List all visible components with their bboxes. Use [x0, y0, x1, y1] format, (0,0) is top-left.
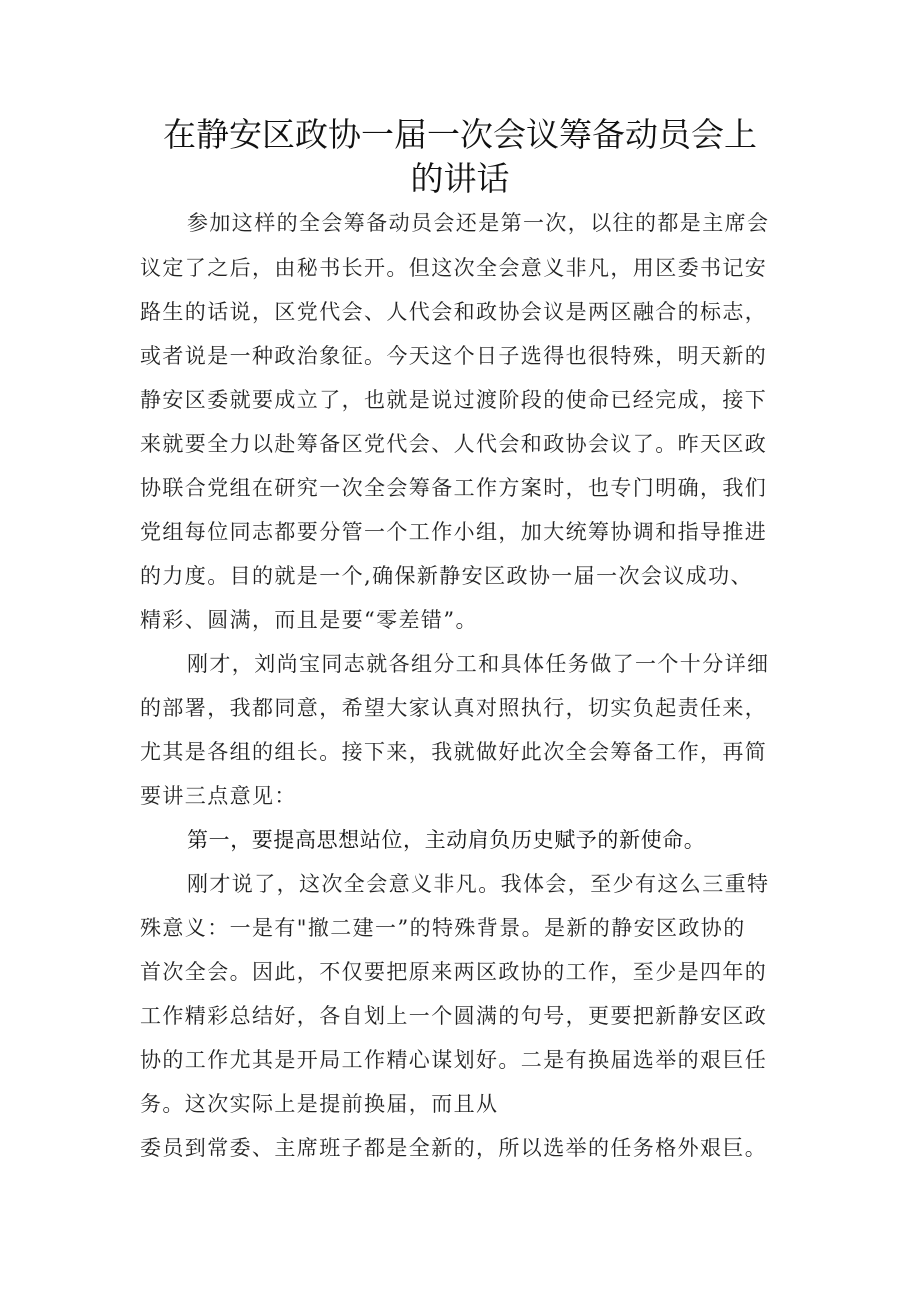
paragraph-1-line-7: 协联合党组在研究一次全会筹备工作方案时，也专门明确，我们 [140, 476, 768, 500]
paragraph-1-line-2: 议定了之后，由秘书长开。但这次全会意义非凡，用区委书记安 [140, 256, 768, 280]
paragraph-1-line-10: 精彩、圆满，而且是要“零差错”。 [140, 608, 478, 632]
paragraph-2-line-2: 的部署，我都同意，希望大家认真对照执行，切实负起责任来， [140, 696, 768, 720]
paragraph-2-line-3: 尤其是各组的组长。接下来，我就做好此次全会筹备工作，再简 [140, 740, 768, 764]
paragraph-1-line-9: 的力度。目的就是一个,确保新静安区政协一届一次会议成功、 [140, 564, 753, 588]
paragraph-2-line-4: 要讲三点意见： [140, 784, 297, 808]
paragraph-3-line-1: 刚才说了，这次全会意义非凡。我体会，至少有这么三重特 [187, 872, 770, 896]
section-heading-1: 第一，要提高思想站位，主动肩负历史赋予的新使命。 [187, 828, 706, 852]
paragraph-2-line-1: 刚才，刘尚宝同志就各组分工和具体任务做了一个十分详细 [187, 652, 770, 676]
paragraph-1-line-3: 路生的话说，区党代会、人代会和政协会议是两区融合的标志， [140, 300, 768, 324]
paragraph-3-line-3: 首次全会。因此，不仅要把原来两区政协的工作，至少是四年的 [140, 960, 768, 984]
paragraph-3-line-6: 务。这次实际上是提前换届，而且从 [140, 1092, 499, 1116]
document-title-line-1: 在静安区政协一届一次会议筹备动员会上 [163, 115, 757, 154]
paragraph-1-line-4: 或者说是一种政治象征。今天这个日子选得也很特殊，明天新的 [140, 344, 768, 368]
paragraph-3-line-2: 殊意义：一是有"撤二建一”的特殊背景。是新的静安区政协的 [140, 916, 746, 940]
paragraph-3-line-5: 协的工作尤其是开局工作精心谋划好。二是有换届选举的艰巨任 [140, 1048, 768, 1072]
paragraph-1-line-1: 参加这样的全会筹备动员会还是第一次，以往的都是主席会 [187, 211, 770, 235]
paragraph-1-line-6: 来就要全力以赴筹备区党代会、人代会和政协会议了。昨天区政 [140, 432, 768, 456]
paragraph-1-line-8: 党组每位同志都要分管一个工作小组，加大统筹协调和指导推进 [140, 520, 768, 544]
paragraph-1-line-5: 静安区委就要成立了，也就是说过渡阶段的使命已经完成，接下 [140, 388, 768, 412]
paragraph-3-line-4: 工作精彩总结好，各自划上一个圆满的句号，更要把新静安区政 [140, 1004, 768, 1028]
document-title-line-2: 的讲话 [410, 159, 510, 198]
paragraph-3-line-7: 委员到常委、主席班子都是全新的，所以选举的任务格外艰巨。 [140, 1136, 768, 1160]
